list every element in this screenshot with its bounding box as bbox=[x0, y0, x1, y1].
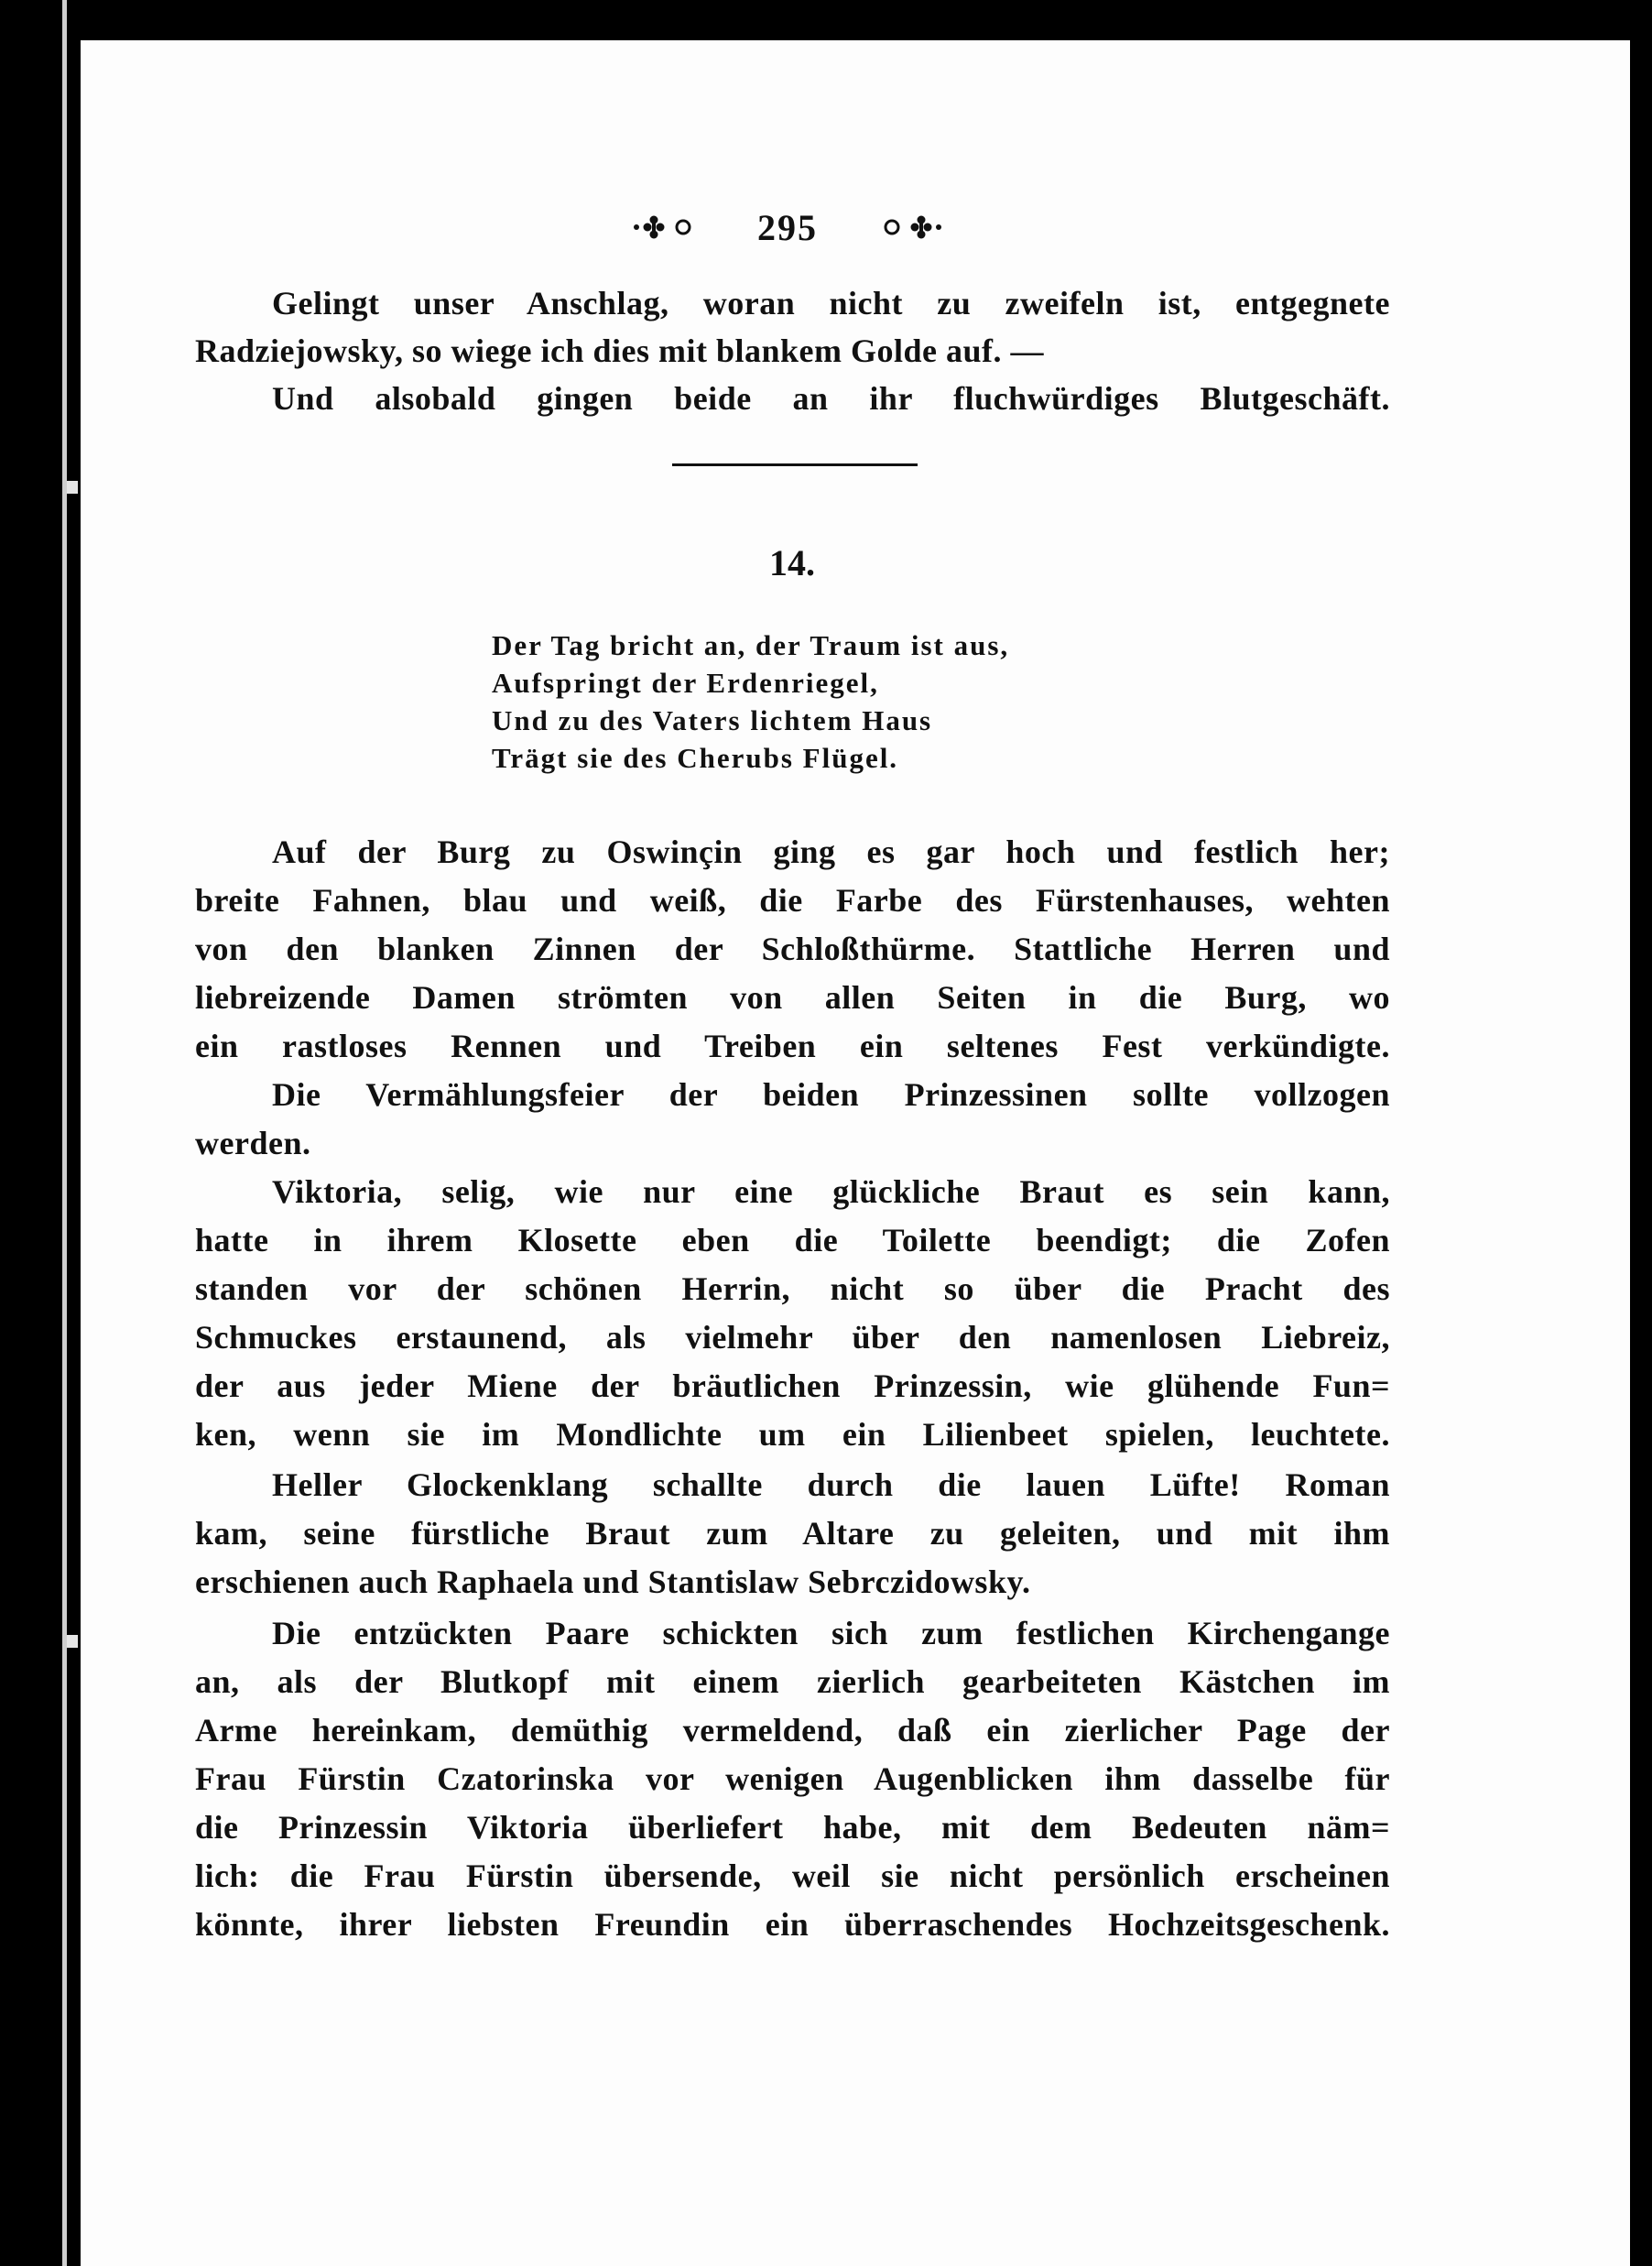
page-header bbox=[632, 207, 943, 247]
epigraph-line: Und zu des Vaters lichtem Haus bbox=[492, 704, 933, 736]
body-line: kam, seine fürstliche Braut zum Altare zu geleiten, und mit ihm bbox=[195, 1515, 1390, 1552]
body-line: könnte, ihrer liebsten Freundin ein überraschendes Hochzeitsgeschenk. bbox=[195, 1906, 1390, 1943]
body-line: breite Fahnen, blau und weiß, die Farbe des Fürstenhauses, wehten bbox=[195, 882, 1390, 919]
fleuron-right-icon bbox=[875, 213, 943, 241]
body-line: lich: die Frau Fürstin übersende, weil sie nicht persönlich erscheinen bbox=[195, 1857, 1390, 1894]
body-line: die Prinzessin Viktoria überliefert habe, mit dem Bedeuten näm= bbox=[195, 1809, 1390, 1846]
scan-edge-line bbox=[62, 0, 67, 2266]
body-line: Schmuckes erstaunend, als vielmehr über den namenlosen Liebreiz, bbox=[195, 1319, 1390, 1356]
epigraph-line: Aufspringt der Erdenriegel, bbox=[492, 667, 879, 699]
body-line: hatte in ihrem Klosette eben die Toilette beendigt; die Zofen bbox=[195, 1222, 1390, 1258]
body-line: Die Vermählungsfeier der beiden Prinzessinen sollte vollzogen bbox=[272, 1076, 1390, 1113]
scan-notch bbox=[67, 481, 78, 494]
intro-line: Gelingt unser Anschlag, woran nicht zu zweifeln ist, entgegnete bbox=[272, 285, 1390, 321]
body-line: liebreizende Damen strömten von allen Seiten in die Burg, wo bbox=[195, 979, 1390, 1016]
intro-line: Und alsobald gingen beide an ihr fluchwürdiges Blutgeschäft. bbox=[272, 380, 1390, 417]
body-line: Viktoria, selig, wie nur eine glückliche Braut es sein kann, bbox=[272, 1173, 1390, 1210]
fleuron-left-icon bbox=[632, 213, 700, 241]
body-line: der aus jeder Miene der bräutlichen Prinzessin, wie glühende Fun= bbox=[195, 1367, 1390, 1404]
body-line: Frau Fürstin Czatorinska vor wenigen Augenblicken ihm dasselbe für bbox=[195, 1760, 1390, 1797]
body-line: werden. bbox=[195, 1125, 311, 1161]
body-line: ken, wenn sie im Mondlichte um ein Lilienbeet spielen, leuchtete. bbox=[195, 1416, 1390, 1453]
body-line: standen vor der schönen Herrin, nicht so über die Pracht des bbox=[195, 1270, 1390, 1307]
body-line: Heller Glockenklang schallte durch die lauen Lüfte! Roman bbox=[272, 1466, 1390, 1503]
body-line: ein rastloses Rennen und Treiben ein seltenes Fest verkündigte. bbox=[195, 1028, 1390, 1064]
body-line: von den blanken Zinnen der Schloßthürme. Stattliche Herren und bbox=[195, 931, 1390, 967]
page-number: 295 bbox=[757, 206, 818, 248]
body-line: an, als der Blutkopf mit einem zierlich gearbeiteten Kästchen im bbox=[195, 1663, 1390, 1700]
epigraph-line: Der Tag bricht an, der Traum ist aus, bbox=[492, 629, 1010, 661]
intro-line: Radziejowsky, so wiege ich dies mit blankem Golde auf. — bbox=[195, 332, 1045, 369]
epigraph-line: Trägt sie des Cherubs Flügel. bbox=[492, 742, 899, 774]
chapter-number: 14. bbox=[769, 542, 815, 583]
body-line: erschienen auch Raphaela und Stantislaw Sebrczidowsky. bbox=[195, 1563, 1031, 1600]
scan-notch bbox=[67, 1635, 78, 1648]
body-line: Die entzückten Paare schickten sich zum festlichen Kirchengange bbox=[272, 1615, 1390, 1651]
section-rule bbox=[672, 463, 918, 466]
body-line: Arme hereinkam, demüthig vermeldend, daß ein zierlicher Page der bbox=[195, 1712, 1390, 1749]
body-line: Auf der Burg zu Oswinçin ging es gar hoch und festlich her; bbox=[272, 833, 1390, 870]
